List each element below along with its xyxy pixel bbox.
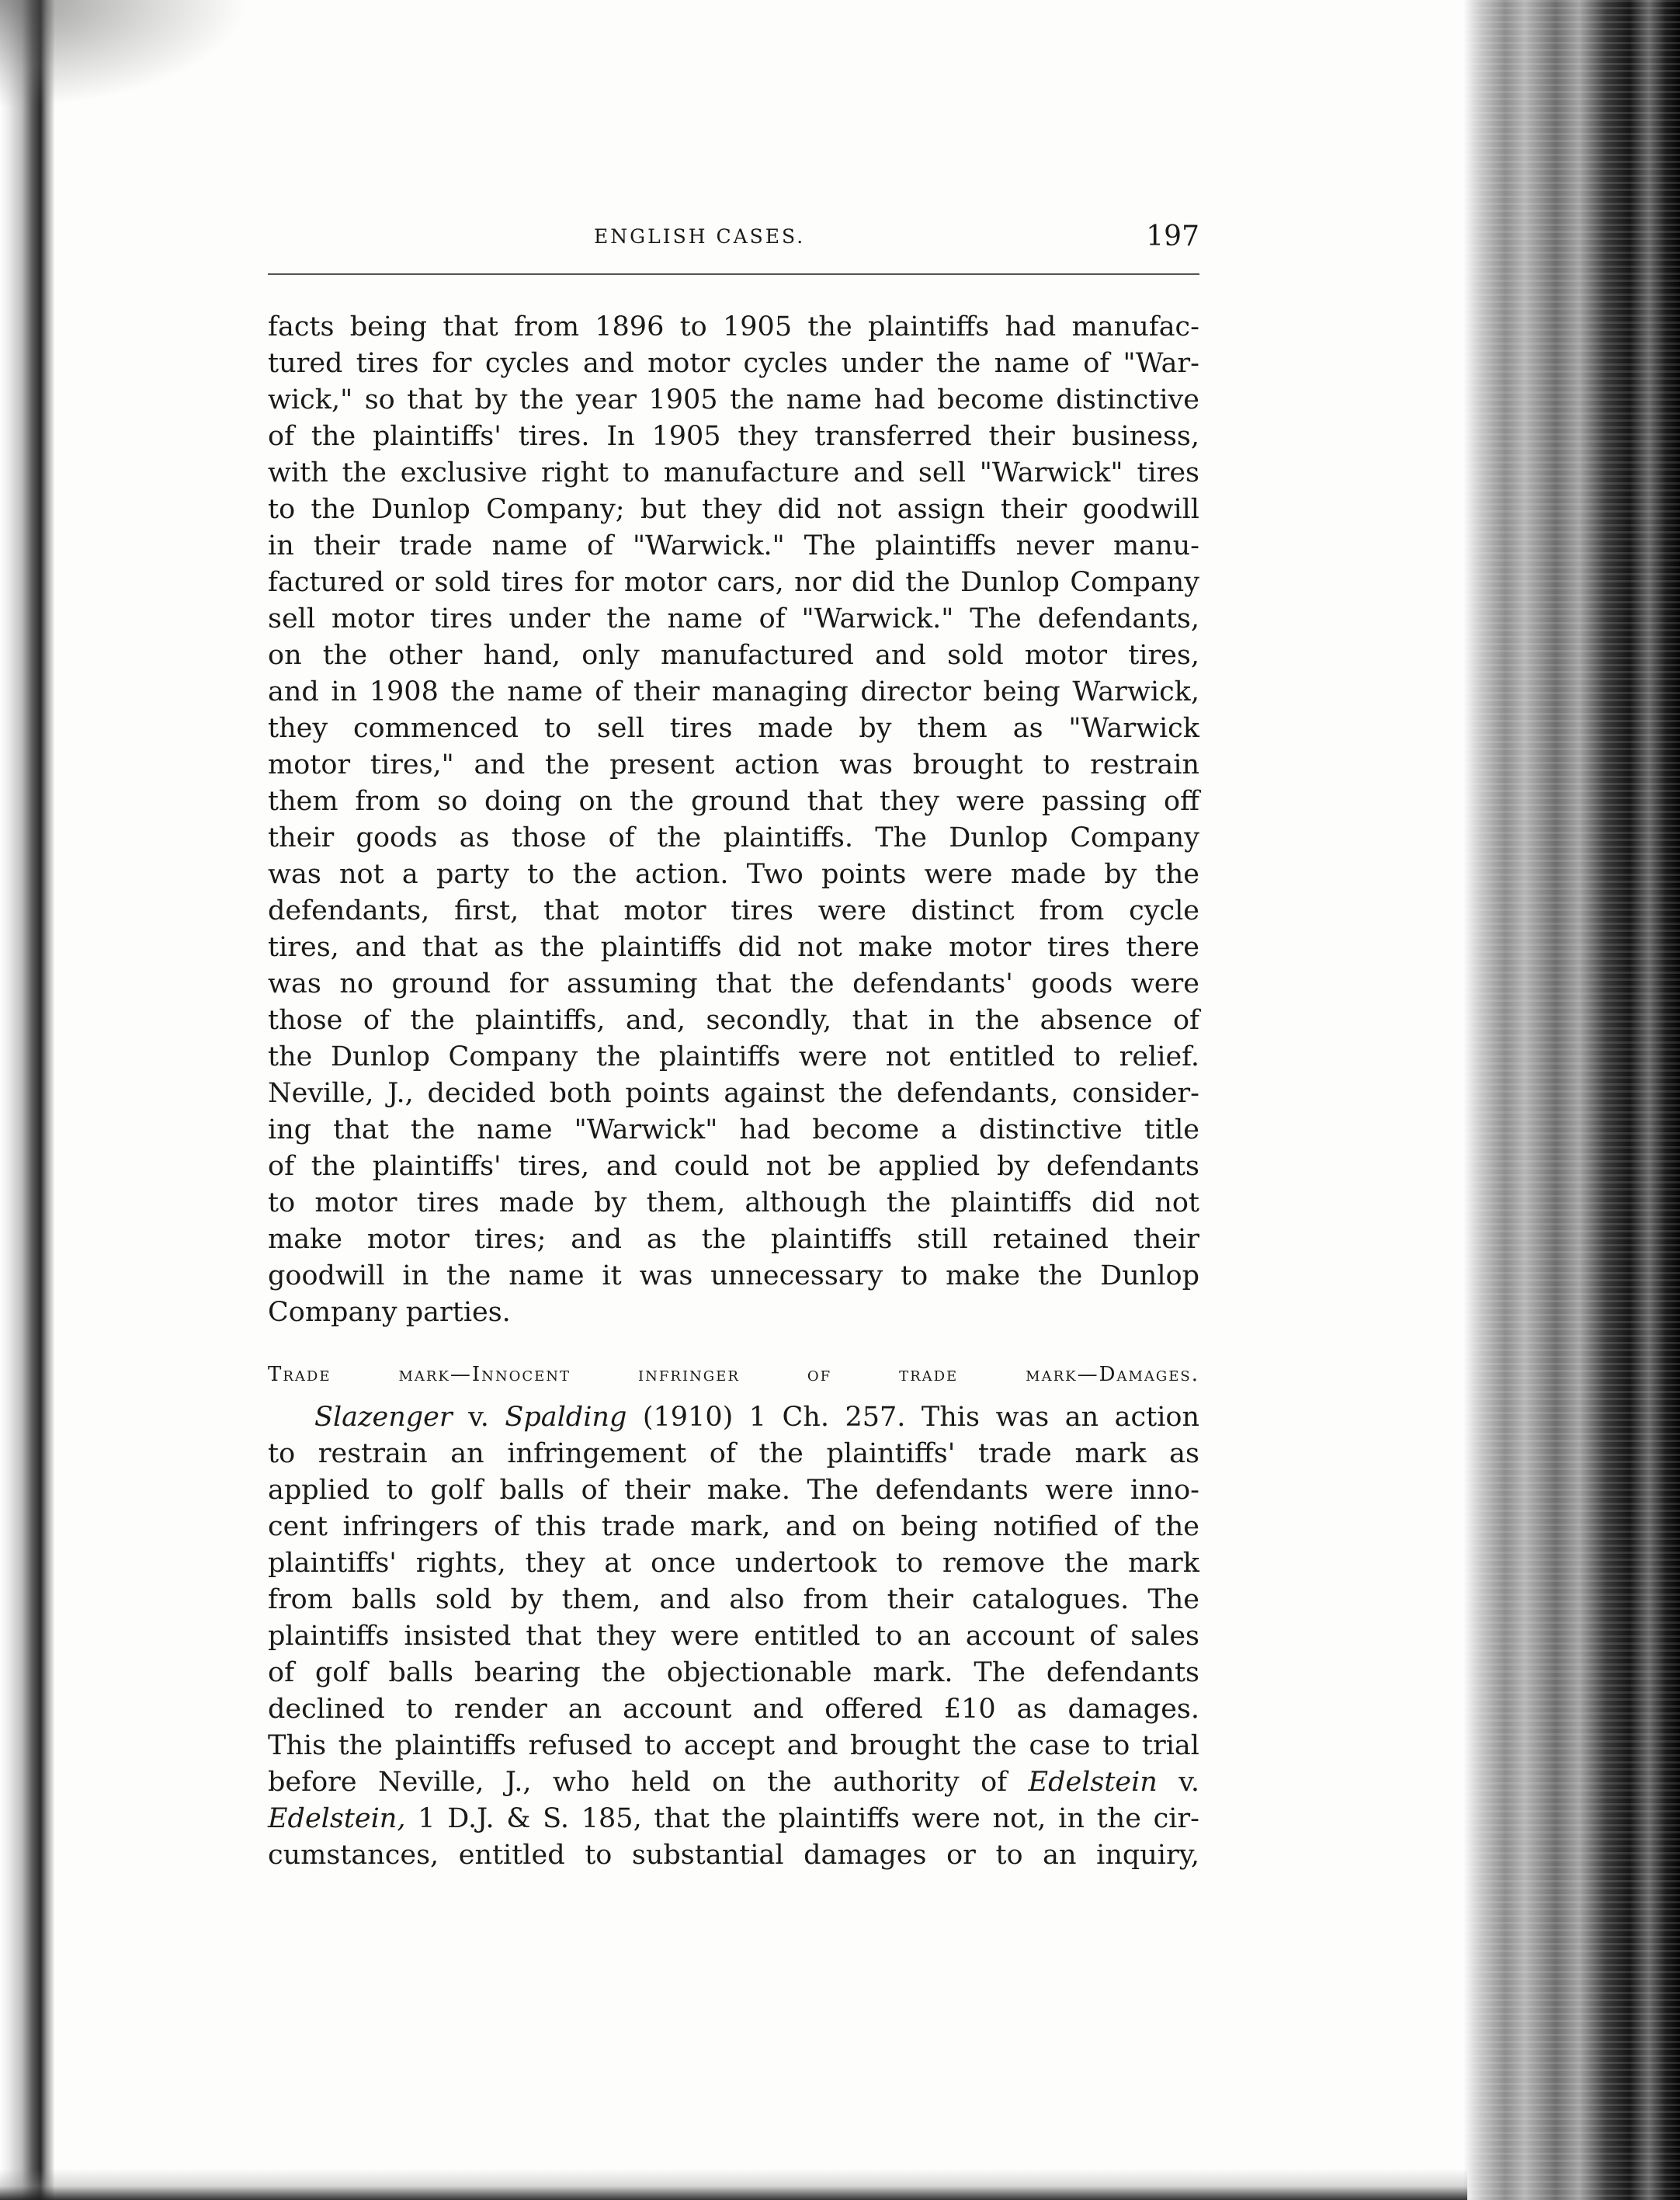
text-line: wick," so that by the year 1905 the name had become distinctive	[268, 384, 1199, 415]
text-line: motor tires," and the present action was brought to restrain	[268, 749, 1199, 780]
text-line: the Dunlop Company the plaintiffs were not entitled to relief.	[268, 1041, 1199, 1072]
text-line: of the plaintiffs' tires. In 1905 they transferred their business,	[268, 421, 1199, 452]
text-segment: before Neville, J., who held on the authority of	[268, 1767, 1029, 1798]
text-line: them from so doing on the ground that they were passing off	[268, 786, 1199, 817]
paragraph-1	[268, 309, 1199, 1331]
citation-text: (1910) 1 Ch. 257. This was an action	[627, 1402, 1200, 1433]
text-line: facts being that from 1896 to 1905 the plaintiffs had manufac-	[268, 311, 1199, 342]
text-line: with the exclusive right to manufacture and sell "Warwick" tires	[268, 457, 1199, 488]
text-line: applied to golf balls of their make. The defendants were inno-	[268, 1475, 1199, 1506]
text-line: to the Dunlop Company; but they did not assign their goodwill	[268, 494, 1199, 525]
text-line	[268, 1764, 1199, 1801]
text-line: of golf balls bearing the objectionable mark. The defendants	[268, 1657, 1199, 1688]
text-line: tires, and that as the plaintiffs did not make motor tires there	[268, 932, 1199, 963]
versus: v.	[1157, 1767, 1200, 1798]
text-line: factured or sold tires for motor cars, nor did the Dunlop Company	[268, 567, 1199, 598]
running-head: ENGLISH CASES.	[594, 225, 806, 248]
text-line: to restrain an infringement of the plaintiffs' trade mark as	[268, 1438, 1199, 1469]
text-line: on the other hand, only manufactured and sold motor tires,	[268, 640, 1199, 671]
text-line: sell motor tires under the name of "Warwick." The defendants,	[268, 603, 1199, 634]
section-heading: Trade mark—Innocent infringer of trade mark—Damages.	[268, 1363, 1199, 1386]
case-name: Slazenger	[314, 1402, 453, 1433]
page-number: 197	[1146, 221, 1199, 252]
text-line: was not a party to the action. Two points were made by the	[268, 859, 1199, 890]
bottom-edge-shadow	[0, 2169, 1467, 2200]
text-line: plaintiffs insisted that they were entitled to an account of sales	[268, 1621, 1199, 1652]
text-line: in their trade name of "Warwick." The plaintiffs never manu-	[268, 530, 1199, 561]
body-text	[268, 309, 1199, 1874]
text-line: their goods as those of the plaintiffs. The Dunlop Company	[268, 822, 1199, 853]
text-line: tured tires for cycles and motor cycles under the name of "War-	[268, 348, 1199, 379]
text-line: Company parties.	[268, 1297, 511, 1328]
right-binding-gutter	[1463, 0, 1680, 2200]
case-name: Spalding	[505, 1402, 627, 1433]
text-line	[268, 1801, 1199, 1837]
paragraph-2	[268, 1399, 1199, 1874]
text-line: cumstances, entitled to substantial damages or to an inquiry,	[268, 1840, 1199, 1871]
text-line: defendants, first, that motor tires were distinct from cycle	[268, 895, 1199, 926]
header-rule	[268, 273, 1199, 275]
text-line: of the plaintiffs' tires, and could not be applied by defendants	[268, 1151, 1199, 1182]
text-line: and in 1908 the name of their managing director being Warwick,	[268, 676, 1199, 707]
left-binding-shadow	[0, 0, 54, 2200]
text-line	[268, 1399, 1199, 1436]
text-line: they commenced to sell tires made by them as "Warwick	[268, 713, 1199, 744]
text-line: plaintiffs' rights, they at once undertook to remove the mark	[268, 1548, 1199, 1579]
versus: v.	[452, 1402, 505, 1433]
text-line: Neville, J., decided both points against the defendants, consider-	[268, 1078, 1199, 1109]
text-line: those of the plaintiffs, and, secondly, that in the absence of	[268, 1005, 1199, 1036]
text-line: from balls sold by them, and also from their catalogues. The	[268, 1584, 1199, 1615]
text-line: cent infringers of this trade mark, and on being notified of the	[268, 1511, 1199, 1542]
text-line: declined to render an account and offered £10 as damages.	[268, 1694, 1199, 1725]
corner-smudge	[0, 0, 248, 109]
text-line: ing that the name "Warwick" had become a distinctive title	[268, 1114, 1199, 1145]
text-line: goodwill in the name it was unnecessary to make the Dunlop	[268, 1260, 1199, 1291]
text-line: make motor tires; and as the plaintiffs still retained their	[268, 1224, 1199, 1255]
text-segment: 1 D.J. & S. 185, that the plaintiffs were not, in the cir-	[405, 1803, 1199, 1834]
case-name: Edelstein	[1028, 1767, 1158, 1798]
page-header	[268, 221, 1199, 264]
text-line: to motor tires made by them, although the plaintiffs did not	[268, 1187, 1199, 1218]
text-line: was no ground for assuming that the defendants' goods were	[268, 968, 1199, 999]
case-name: Edelstein,	[268, 1803, 406, 1834]
text-line: This the plaintiffs refused to accept and brought the case to trial	[268, 1730, 1199, 1761]
